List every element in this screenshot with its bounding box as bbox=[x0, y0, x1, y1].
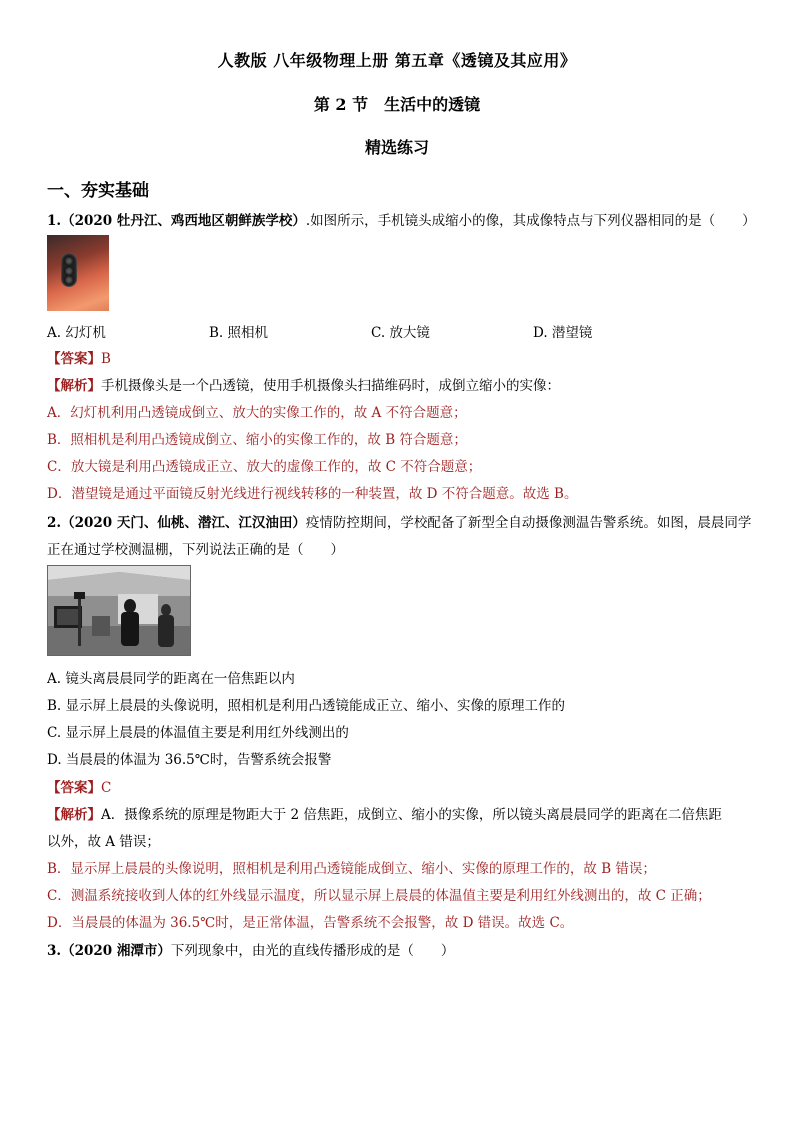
analysis-1-line-4: C．放大镜是利用凸透镜成正立、放大的虚像工作的，故 C 不符合题意； bbox=[47, 459, 482, 475]
answer-1 bbox=[47, 347, 111, 367]
answer-value: B bbox=[101, 351, 111, 367]
question-1 bbox=[47, 209, 756, 229]
exercise-label: 精选练习 bbox=[364, 138, 429, 157]
document-title: 人教版 八年级物理上册 第五章《透镜及其应用》 bbox=[217, 51, 577, 70]
question-2 bbox=[47, 511, 751, 531]
option-d: D. 潜望镜 bbox=[533, 325, 593, 341]
analysis-tag: 【解析】 bbox=[47, 378, 101, 394]
tent-scene-icon bbox=[48, 566, 190, 655]
option-a: A. 镜头离晨晨同学的距离在一倍焦距以内 bbox=[47, 671, 295, 687]
question-number: 3. bbox=[47, 943, 62, 959]
question-text: 疫情防控期间，学校配备了新型全自动摄像测温告警系统。如图，晨晨同学 bbox=[305, 515, 752, 531]
question-text: .如图所示，手机镜头成缩小的像，其成像特点与下列仪器相同的是（ ） bbox=[305, 213, 756, 229]
option-d: D. 当晨晨的体温为 36.5℃时，告警系统会报警 bbox=[47, 752, 332, 768]
analysis-2-line-1: 【解析】A．摄像系统的原理是物距大于 2 倍焦距，成倒立、缩小的实像，所以镜头离晨晨同学的距离在二倍焦距 bbox=[47, 807, 722, 823]
phone-camera-image bbox=[47, 235, 109, 311]
analysis-1-line-2: A．幻灯机利用凸透镜成倒立、放大的实像工作的，故 A 不符合题意； bbox=[47, 405, 467, 421]
answer-tag: 【答案】 bbox=[47, 780, 101, 796]
section-heading: 一、夯实基础 bbox=[47, 181, 149, 201]
analysis-1-line-5: D．潜望镜是通过平面镜反射光线进行视线转移的一种装置，故 D 不符合题意。故选 B。 bbox=[47, 486, 578, 502]
question-2-text-2: 正在通过学校测温棚，下列说法正确的是（ ） bbox=[47, 542, 344, 558]
answer-value: C bbox=[101, 780, 112, 796]
analysis-2-line-2: 以外，故 A 错误； bbox=[47, 834, 160, 850]
section-subtitle: 第 2 节 生活中的透镜 bbox=[313, 95, 481, 114]
option-c: C. 显示屏上晨晨的体温值主要是利用红外线测出的 bbox=[47, 725, 349, 741]
question-3 bbox=[47, 939, 454, 959]
analysis-tag: 【解析】 bbox=[47, 807, 101, 823]
question-number: 2. bbox=[47, 515, 62, 531]
analysis-2-line-3: B．显示屏上晨晨的头像说明，照相机是利用凸透镜能成倒立、缩小、实像的原理工作的，故 B 错误； bbox=[47, 861, 656, 877]
analysis-1-line-3: B．照相机是利用凸透镜成倒立、缩小的实像工作的，故 B 符合题意； bbox=[47, 432, 467, 448]
option-b: B. 显示屏上晨晨的头像说明，照相机是利用凸透镜能成正立、缩小、实像的原理工作的 bbox=[47, 698, 566, 714]
analysis-2-line-5: D．当晨晨的体温为 36.5℃时，是正常体温，告警系统不会报警，故 D 错误。故选 C。 bbox=[47, 915, 574, 931]
option-a: A. 幻灯机 bbox=[47, 325, 106, 341]
camera-lens-icon bbox=[61, 253, 77, 287]
question-source: （2020 湘潭市） bbox=[61, 943, 171, 959]
option-b: B. 照相机 bbox=[209, 325, 269, 341]
analysis-1-line-1: 【解析】手机摄像头是一个凸透镜，使用手机摄像头扫描维码时，成倒立缩小的实像： bbox=[47, 378, 560, 394]
answer-2 bbox=[47, 776, 111, 796]
question-source: （2020 天门、仙桃、潜江、江汉油田） bbox=[61, 515, 306, 531]
option-c: C. 放大镜 bbox=[371, 325, 430, 341]
answer-tag: 【答案】 bbox=[47, 351, 101, 367]
temperature-tent-photo bbox=[47, 565, 191, 656]
question-text: 下列现象中，由光的直线传播形成的是（ ） bbox=[170, 943, 455, 959]
question-number: 1. bbox=[47, 213, 62, 229]
question-source: （2020 牡丹江、鸡西地区朝鲜族学校） bbox=[61, 213, 306, 229]
analysis-2-line-4: C．测温系统接收到人体的红外线显示温度，所以显示屏上晨晨的体温值主要是利用红外线测出的，故 C 正确； bbox=[47, 888, 711, 904]
